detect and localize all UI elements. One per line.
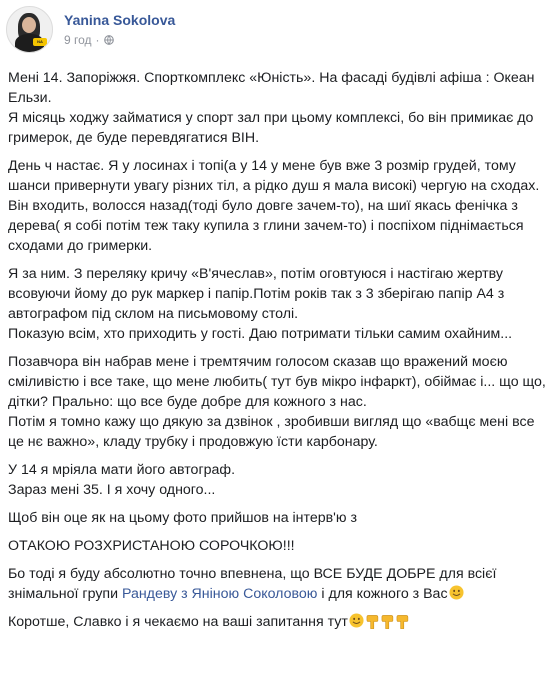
avatar-badge: NA MAX (33, 38, 47, 46)
post-subline (64, 32, 175, 48)
paragraph-text: Коротше, Славко і я чекаємо на ваші запитання тут (8, 614, 348, 630)
pointing-down-hand-icon (366, 614, 379, 629)
paragraph-text: Бо тоді я буду абсолютно точно впевнена, що ВСЕ БУДЕ ДОБРЕ для всієї знімальної групи (8, 566, 497, 602)
pointing-down-hand-icon (396, 614, 409, 629)
globe-icon[interactable] (104, 35, 114, 45)
post-header (6, 4, 175, 54)
post-timestamp[interactable]: 9 год (64, 32, 92, 47)
avatar-face (22, 17, 36, 33)
post-body (8, 68, 553, 640)
post-paragraph (8, 564, 553, 604)
pointing-down-hand-icon (381, 614, 394, 629)
post-paragraph: У 14 я мріяла мати його автограф. Зараз мені 35. І я хочу одного... (8, 462, 236, 498)
post-paragraph: ОТАКОЮ РОЗХРИСТАНОЮ СОРОЧКОЮ!!! (8, 538, 295, 554)
paragraph-text: і для кожного з Вас (317, 586, 448, 602)
post-meta (64, 11, 175, 48)
smiling-face-icon (449, 585, 464, 600)
post-paragraph (8, 612, 553, 632)
author-name[interactable]: Yanina Sokolova (64, 11, 176, 28)
post-paragraph: Щоб він оце як на цьому фото прийшов на інтерв'ю з (8, 510, 357, 526)
post-paragraph: День ч настає. Я у лосинах і топі(а у 14 у мене був вже 3 розмір грудей, тому шанси привернути увагу різних тіл, а рідко душ я мала високі) чергую на сходах. Він входить, волосся назад(тоді було довге зачем-то), на шиї якась фенічка з дерева( я собі потім теж таку купила з глини зачем-то) і поспіхом піднімається сходами до гримерки. (8, 158, 540, 254)
smiling-face-icon (349, 613, 364, 628)
author-avatar[interactable] (6, 6, 53, 53)
post-paragraph: Я за ним. З переляку кричу «В'ячеслав», потім оговтуюся і настігаю жертву всовуючи йому до рук маркер і папір.Потім років так з 3 зберігаю папір А4 з автографом під склом на письмовому столі. Показую всім, хто приходить у гості. Даю потримати тільки самим охайним... (8, 266, 513, 342)
separator-dot: · (95, 32, 100, 47)
post-paragraph: Мені 14. Запоріжжя. Спорткомплекс «Юність». На фасаді будівлі афіша : Океан Ельзи. Я місяць ходжу займатися у спорт зал при цьому комплексі, бо він примикає до гримерок, де буде перевдягатися ВІН. (8, 70, 535, 146)
page-link[interactable]: Рандеву з Яніною Соколовою (121, 586, 318, 602)
post-paragraph: Позавчора він набрав мене і тремтячим голосом сказав що вражений моєю сміливістю і все таке, що мене любить( тут був мікро інфаркт), обіймає і... що що, дітки? Прально: що все буде добре для кожного з нас. Потім я томно кажу що дякую за дзвінок , зробивши вигляд що «вабщє мені все це нє важно», кладу трубку і продовжую їсти карбонару. (8, 354, 546, 450)
